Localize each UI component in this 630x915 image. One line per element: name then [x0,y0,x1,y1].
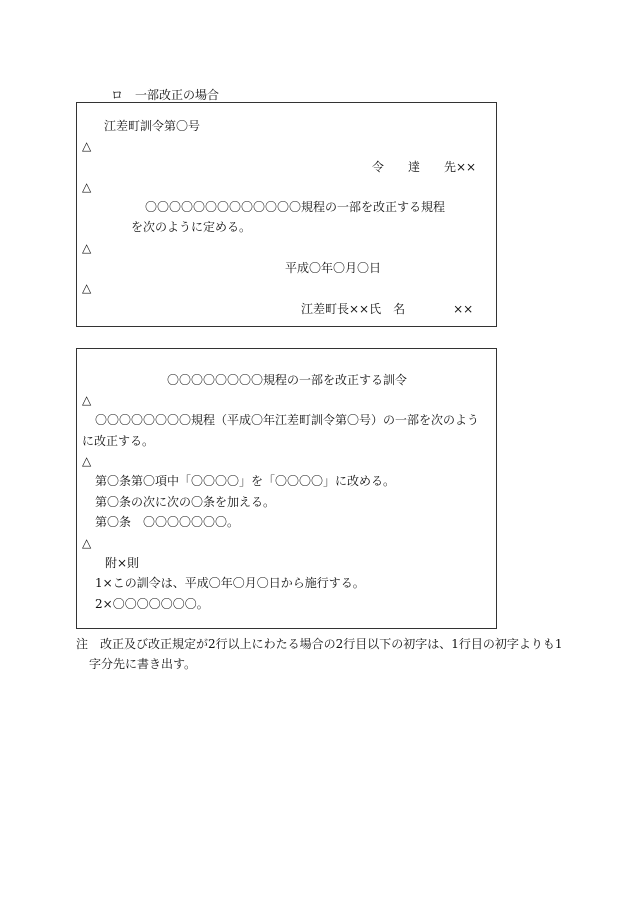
supplementary-item-1: 1×この訓令は、平成〇年〇月〇日から施行する。 [95,576,365,590]
amendment-body-line1: 〇〇〇〇〇〇〇〇規程（平成〇年江差町訓令第〇号）の一部を次のよう [95,413,480,427]
space-mark: △ [82,139,92,153]
note-line2: 字分先に書き出す。 [89,657,197,671]
supplementary-item-2: 2×〇〇〇〇〇〇〇。 [95,597,209,611]
space-mark: △ [82,281,92,295]
directive-recipient: 令 達 先×× [372,160,477,174]
space-mark: △ [82,180,92,194]
amendment-item-1: 第〇条第〇項中「〇〇〇〇」を「〇〇〇〇」に改める。 [95,474,396,488]
amendment-body-line2: に改正する。 [82,434,155,448]
amendment-item-2: 第〇条の次に次の〇条を加える。 [95,495,276,509]
supplementary-heading: 附×則 [105,556,140,570]
space-mark: △ [82,454,92,468]
section-heading: ロ 一部改正の場合 [111,88,220,102]
note-line1: 注 改正及び改正規定が2行以上にわたる場合の2行目以下の初字は、1行目の初字よりも1 [76,637,563,651]
space-mark: △ [82,241,92,255]
space-mark: △ [82,393,92,407]
amendment-title: 〇〇〇〇〇〇〇〇規程の一部を改正する訓令 [167,373,408,387]
directive-date: 平成〇年〇月〇日 [285,261,382,275]
directive-number: 江差町訓令第〇号 [104,119,201,133]
regulation-title-line1: 〇〇〇〇〇〇〇〇〇〇〇〇〇規程の一部を改正する規程 [145,200,446,214]
mayor-signature: 江差町長××氏 名 ×× [301,302,474,316]
amendment-item-3: 第〇条 〇〇〇〇〇〇〇。 [95,515,240,529]
space-mark: △ [82,536,92,550]
regulation-title-line2: を次のように定める。 [131,220,252,234]
